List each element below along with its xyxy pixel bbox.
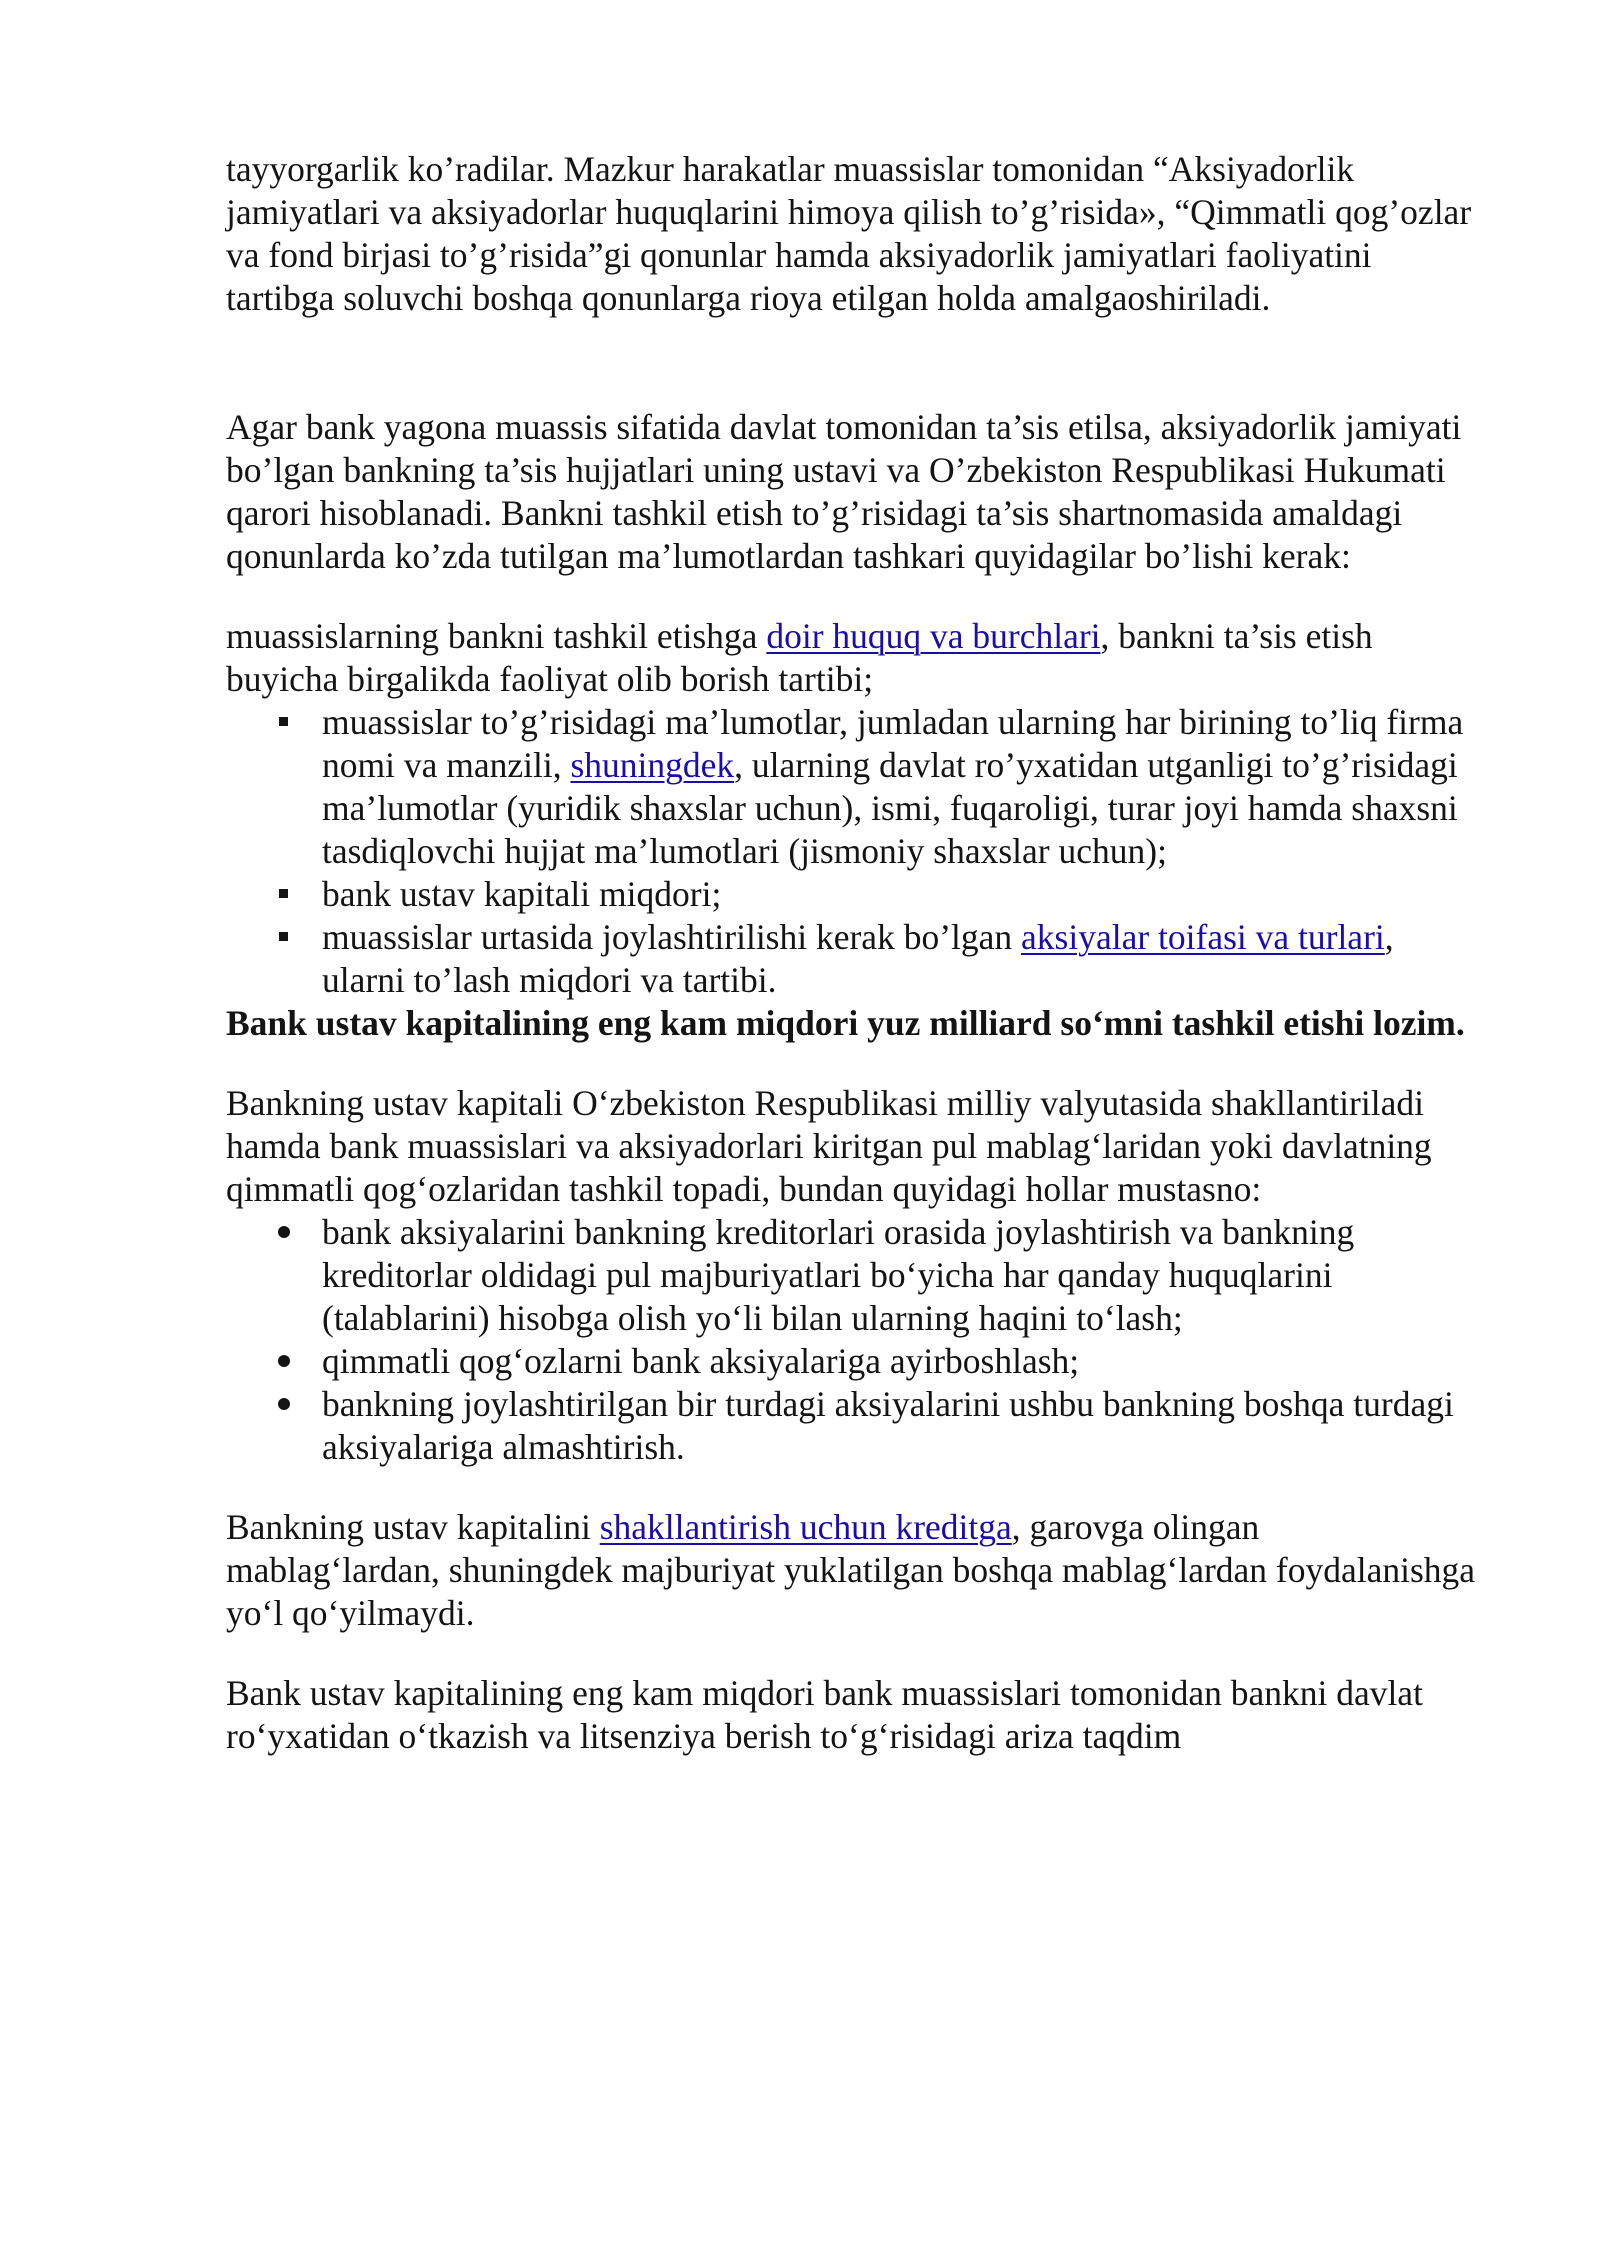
paragraph-capital-currency: Bankning ustav kapitali O‘zbekiston Respublikasi milliy valyutasida shakllantiriladi hamda bank muassislari va aksiyadorlari kiritgan pul mablag‘laridan yoki davlatning qimmatli qog‘ozlaridan tashkil topadi, bundan quyidagi hollar mustasno: [226, 1083, 1432, 1209]
square-bullet-icon [279, 932, 288, 941]
list-item [226, 1383, 1476, 1469]
paragraph-credit-prohibition [226, 1506, 1476, 1635]
paragraph-min-capital-submission: Bank ustav kapitalining eng kam miqdori bank muassislari tomonidan bankni davlat ro‘yxatidan o‘tkazish va litsenziya berish to‘g‘risidagi ariza taqdim [226, 1673, 1423, 1756]
list-item-text-after: , ularni to’lash miqdori va tartibi. [322, 917, 1394, 1000]
dot-bullet-icon [278, 1226, 290, 1238]
link-shakllantirish-kreditga[interactable]: shakllantirish uchun kreditga [599, 1507, 1012, 1547]
link-shuningdek[interactable]: shuningdek [570, 745, 735, 785]
square-bullet-list [226, 701, 1476, 1002]
list-item [226, 1211, 1476, 1340]
list-item [226, 701, 1476, 873]
list-item-text: bank aksiyalarini bankning kreditorlari orasida joylashtirish va bankning kreditorlar oldidagi pul majburiyatlari bo‘yicha har qanday huquqlarini (talablarini) hisobga olish yo‘li bilan ularning haqini to‘lash; [322, 1212, 1355, 1338]
dot-bullet-list [226, 1211, 1476, 1469]
paragraph-founders-rights [226, 615, 1476, 701]
list-item-text-before: muassislar urtasida joylashtirilishi kerak bo’lgan [322, 917, 1022, 957]
list-item [226, 916, 1476, 1002]
list-item-text: qimmatli qog‘ozlarni bank aksiyalariga ayirboshlash; [322, 1341, 1080, 1381]
square-bullet-icon [279, 717, 288, 726]
link-aksiyalar-toifasi[interactable]: aksiyalar toifasi va turlari [1021, 917, 1385, 957]
bold-statement-min-capital: Bank ustav kapitalining eng kam miqdori yuz milliard so‘mni tashkil etishi lozim. [226, 1003, 1465, 1043]
paragraph-founders-rights-text-after: , bankni ta’sis etish buyicha birgalikda faoliyat olib borish tartibi; [226, 616, 1373, 699]
paragraph-intro: tayyorgarlik ko’radilar. Mazkur harakatlar muassislar tomonidan “Aksiyadorlik jamiyatlari va aksiyadorlar huquqlarini himoya qilish to’g’risida», “Qimmatli qog’ozlar va fond birjasi to’g’risida”gi qonunlar hamda aksiyadorlik jamiyatlari faoliyatini tartibga soluvchi boshqa qonunlarga rioya etilgan holda amalgaoshiriladi. [226, 149, 1472, 318]
paragraph-credit-text-after: , garovga olingan mablag‘lardan, shuningdek majburiyat yuklatilgan boshqa mablag‘lardan foydalanishga yo‘l qo‘yilmaydi. [226, 1507, 1476, 1633]
document-page [226, 148, 1476, 1758]
paragraph-state-founder: Agar bank yagona muassis sifatida davlat tomonidan ta’sis etilsa, aksiyadorlik jamiyati bo’lgan bankning ta’sis hujjatlari uning ustavi va O’zbekiston Respublikasi Hukumati qarori hisoblanadi. Bankni tashkil etish to’g’risidagi ta’sis shartnomasida amaldagi qonunlarda ko’zda tutilgan ma’lumotlardan tashkari quyidagilar bo’lishi kerak: [226, 407, 1462, 576]
list-item-text-before: muassislar to’g’risidagi ma’lumotlar, jumladan ularning har birining to’liq firma nomi va manzili, [322, 702, 1464, 785]
list-item-text: bank ustav kapitali miqdori; [322, 874, 722, 914]
dot-bullet-icon [278, 1355, 290, 1367]
paragraph-founders-rights-text-before: muassislarning bankni tashkil etishga [226, 616, 767, 656]
list-item-text-after: , ularning davlat ro’yxatidan utganligi to’g’risidagi ma’lumotlar (yuridik shaxslar uchun), ismi, fuqaroligi, turar joyi hamda shaxsni tasdiqlovchi hujjat ma’lumotlari (jismoniy shaxslar uchun); [322, 745, 1458, 871]
list-item-text: bankning joylashtirilgan bir turdagi aksiyalarini ushbu bankning boshqa turdagi aksiyalariga almashtirish. [322, 1384, 1454, 1467]
square-bullet-icon [279, 889, 288, 898]
link-doir-huquq[interactable]: doir huquq va burchlari [766, 616, 1101, 656]
list-item [226, 873, 1476, 916]
list-item [226, 1340, 1476, 1383]
dot-bullet-icon [278, 1398, 290, 1410]
paragraph-credit-text-before: Bankning ustav kapitalini [226, 1507, 600, 1547]
